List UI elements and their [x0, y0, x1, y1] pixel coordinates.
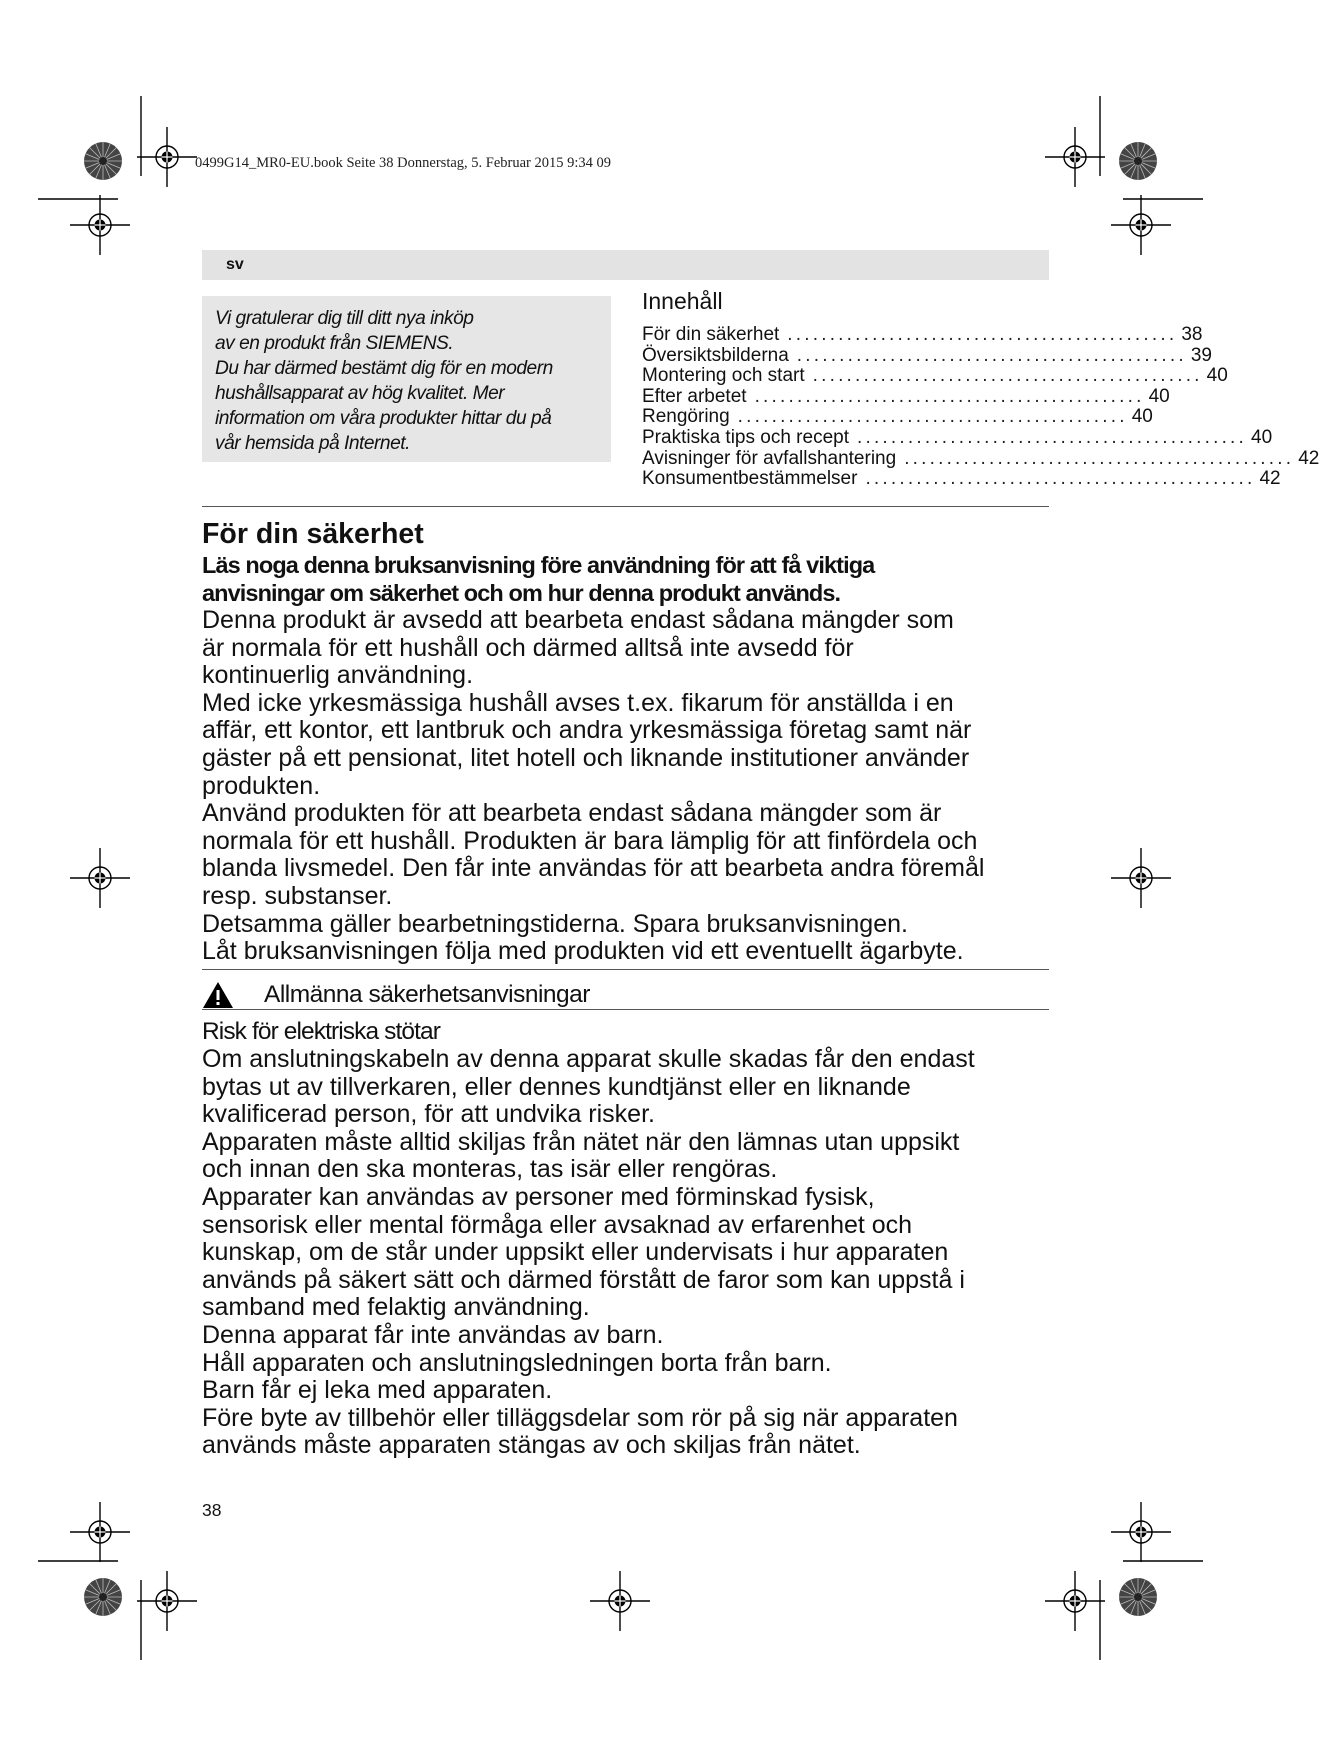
- body-line: sensorisk eller mental förmåga eller avsaknad av erfarenhet och: [202, 1210, 913, 1239]
- toc-entry: [642, 426, 1273, 449]
- toc-entry-page: 42: [1298, 447, 1319, 469]
- lead-line: Läs noga denna bruksanvisning före användning för att få viktiga: [202, 552, 875, 578]
- center-mark-bottom: [590, 1571, 650, 1631]
- intro-line: Vi gratulerar dig till ditt nya inköp: [215, 308, 474, 329]
- body-line: Apparaten måste alltid skiljas från nätet när den lämnas utan uppsikt: [202, 1127, 960, 1156]
- toc-entry-page: 38: [1181, 324, 1203, 345]
- print-info: 0499G14_MR0-EU.book Seite 38 Donnerstag, 5. Februar 2015 9:34 09: [195, 155, 612, 171]
- body-line: Denna produkt är avsedd att bearbeta endast sådana mängder som: [202, 606, 954, 634]
- body-line: Använd produkten för att bearbeta endast sådana mängder som är: [202, 799, 942, 828]
- safety-section: [202, 518, 1062, 966]
- corner-mark-top-left: [38, 96, 197, 255]
- toc-entry: [642, 324, 1203, 346]
- toc-entry-label: Montering och start: [642, 365, 805, 387]
- body-line: är normala för ett hushåll och därmed alltså inte avsedd för: [202, 633, 854, 662]
- toc-entry-page: 40: [1206, 365, 1228, 387]
- body-line: används på säkert sätt och därmed förstått de faror som kan uppstå i: [202, 1265, 965, 1294]
- toc-entry-page: 40: [1148, 385, 1170, 407]
- body-line: gäster på ett pensionat, litet hotell och liknande institutioner använder: [202, 743, 970, 772]
- toc-entry-label: Konsumentbestämmelser: [642, 468, 858, 490]
- toc-entry-label: För din säkerhet: [642, 324, 780, 345]
- body-line: blanda livsmedel. Den får inte användas för att bearbeta andra föremål: [202, 854, 985, 883]
- body-line: Detsamma gäller bearbetningstiderna. Spara bruksanvisningen.: [202, 909, 908, 938]
- body-line: affär, ett kontor, ett lantbruk och andra yrkesmässiga företag samt när: [202, 716, 972, 745]
- body-line: bytas ut av tillverkaren, eller dennes kundtjänst eller en liknande: [202, 1072, 911, 1101]
- toc-entry-page: 42: [1259, 468, 1281, 490]
- language-bar: [202, 250, 1049, 280]
- toc-entry-page: 40: [1251, 426, 1273, 448]
- body-line: Håll apparaten och anslutningsledningen borta från barn.: [202, 1348, 832, 1377]
- body-line: och innan den ska monteras, tas isär eller rengöras.: [202, 1155, 778, 1184]
- toc-entry-label: Rengöring: [642, 406, 730, 428]
- toc-leader-dots: ..............................................: [904, 447, 1295, 469]
- body-line: Barn får ej leka med apparaten.: [202, 1376, 553, 1405]
- body-line: normala för ett hushåll. Produkten är bara lämplig för att finfördela och: [202, 826, 978, 855]
- body-line: Med icke yrkesmässiga hushåll avses t.ex. fikarum för anställda i en: [202, 688, 954, 717]
- toc-entry-label: Efter arbetet: [642, 385, 747, 407]
- toc-entry: [642, 447, 1319, 470]
- toc-entry-label: Avisninger för avfallshantering: [642, 447, 897, 469]
- body-line: Före byte av tillbehör eller tilläggsdelar som rör på sig när apparaten: [202, 1403, 958, 1432]
- body-line: Apparater kan användas av personer med förminskad fysisk,: [202, 1182, 875, 1211]
- body-line: kontinuerlig användning.: [202, 661, 474, 690]
- toc-leader-dots: ..............................................: [787, 324, 1178, 345]
- side-mark-left: [70, 848, 130, 908]
- intro-line: hushållsapparat av hög kvalitet. Mer: [215, 383, 505, 404]
- general-safety-section: [202, 1018, 1062, 1460]
- divider: [202, 506, 1049, 507]
- body-line: resp. substanser.: [202, 881, 393, 910]
- language-code: sv: [226, 256, 244, 273]
- body-line: kvalificerad person, för att undvika risker.: [202, 1100, 655, 1129]
- body-line: kunskap, om de står under uppsikt eller undervisats i hur apparaten: [202, 1238, 949, 1267]
- page-number: 38: [202, 1500, 222, 1520]
- intro-line: av en produkt från SIEMENS.: [215, 333, 454, 354]
- body-line: produkten.: [202, 771, 321, 800]
- corner-mark-bottom-left: [38, 1502, 197, 1660]
- body-line: Om anslutningskabeln av denna apparat skulle skadas får den endast: [202, 1045, 975, 1073]
- divider: [202, 1009, 1049, 1010]
- toc-leader-dots: ..............................................: [796, 344, 1187, 366]
- body-line: samband med felaktig användning.: [202, 1293, 590, 1322]
- toc-entry: [642, 344, 1212, 367]
- body-line: Denna apparat får inte användas av barn.: [202, 1320, 664, 1349]
- toc-entry: [642, 365, 1228, 387]
- electric-shock-subtitle: Risk för elektriska stötar: [202, 1018, 441, 1045]
- safety-body: [202, 607, 1062, 966]
- side-mark-right: [1111, 848, 1171, 908]
- toc-entry-page: 39: [1190, 344, 1212, 366]
- toc-leader-dots: ..............................................: [754, 385, 1145, 407]
- toc-entry-label: Översiktsbilderna: [642, 344, 789, 366]
- toc-leader-dots: ..............................................: [737, 406, 1128, 428]
- safety-title: För din säkerhet: [202, 518, 424, 550]
- intro-line: vår hemsida på Internet.: [215, 433, 410, 454]
- intro-box: [202, 296, 611, 462]
- toc-leader-dots: ..............................................: [856, 426, 1248, 448]
- general-safety-title: Allmänna säkerhetsanvisningar: [264, 981, 590, 1008]
- toc-entry: [642, 385, 1170, 408]
- safety-lead: [202, 552, 1062, 607]
- toc-entry-label: Praktiska tips och recept: [642, 426, 849, 448]
- intro-line: information om våra produkter hittar du på: [215, 408, 552, 429]
- toc-title: Innehåll: [642, 288, 723, 314]
- toc-entry: [642, 468, 1281, 490]
- lead-line: anvisningar om säkerhet och om hur denna produkt används.: [202, 579, 841, 606]
- divider: [202, 969, 1049, 970]
- warning-triangle-icon: [202, 981, 234, 1009]
- corner-mark-top-right: [1045, 96, 1203, 255]
- toc-entry-page: 40: [1131, 406, 1153, 428]
- toc-leader-dots: ..............................................: [865, 468, 1256, 490]
- corner-mark-bottom-right: [1045, 1502, 1203, 1660]
- toc-leader-dots: ..............................................: [812, 365, 1203, 387]
- table-of-contents: [642, 287, 1319, 490]
- toc-entry: [642, 406, 1153, 428]
- body-line: används måste apparaten stängas av och skiljas från nätet.: [202, 1431, 861, 1460]
- intro-line: Du har därmed bestämt dig för en modern: [215, 358, 553, 379]
- general-safety-heading: [202, 981, 1049, 1012]
- general-safety-body: [202, 1046, 1062, 1460]
- body-line: Låt bruksanvisningen följa med produkten vid ett eventuellt ägarbyte.: [202, 937, 964, 966]
- intro-text: [215, 306, 605, 456]
